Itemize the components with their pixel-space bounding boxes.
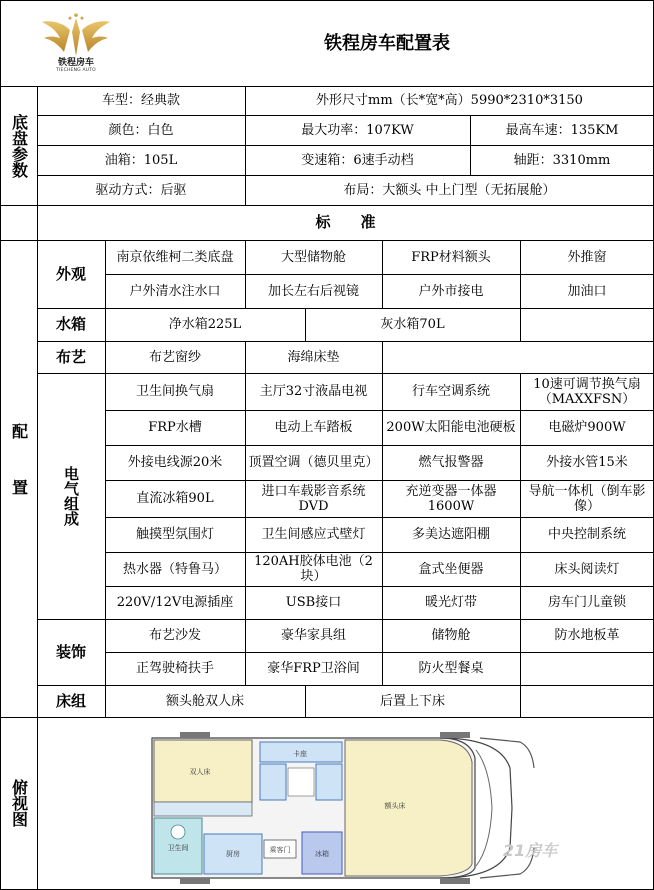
electric-item: 盒式坐便器 bbox=[418, 561, 484, 577]
exterior-item: 外推窗 bbox=[567, 249, 607, 265]
chassis-drive: 驱动方式：后驱 bbox=[95, 182, 187, 198]
exterior-item: 户外清水注水口 bbox=[129, 283, 221, 299]
decor-item: 防水地板革 bbox=[554, 628, 620, 643]
chassis-wheelbase: 轴距：3310mm bbox=[513, 152, 611, 168]
electric-item: 充逆变器一体器1600W bbox=[405, 483, 497, 514]
chassis-layout: 布局：大额头 中上门型（无拓展舱） bbox=[343, 182, 556, 198]
logo-brand-cn: 铁程房车 bbox=[57, 58, 94, 68]
decor-item: 正驾驶椅扶手 bbox=[135, 661, 214, 676]
exterior-item: 南京依维柯二类底盘 bbox=[116, 249, 234, 265]
electric-item: 120AH胶体电池（2块） bbox=[254, 554, 373, 584]
electric-item: 主厅32寸液晶电视 bbox=[259, 384, 368, 399]
bathroom-label: 卫生间 bbox=[167, 844, 189, 852]
overhead-bed-label: 额头床 bbox=[384, 802, 406, 810]
electric-item: 中央控制系统 bbox=[547, 527, 626, 542]
chassis-color: 颜色：白色 bbox=[108, 122, 174, 138]
decor-item: 豪华FRP卫浴间 bbox=[267, 661, 360, 676]
chassis-model: 车型：经典款 bbox=[101, 93, 180, 108]
electric-item: 200W太阳能电池硬板 bbox=[386, 420, 516, 435]
bed-item: 后置上下床 bbox=[379, 693, 445, 709]
electric-item: USB接口 bbox=[285, 595, 342, 610]
kitchen-label: 厨房 bbox=[226, 850, 240, 858]
watermark-21rv: 21房车 bbox=[503, 841, 558, 860]
beds-label: 床组 bbox=[55, 691, 86, 710]
decor-item: 豪华家具组 bbox=[280, 628, 346, 643]
door-label: 乘客门 bbox=[269, 846, 291, 854]
tiecheng-logo-icon bbox=[40, 12, 112, 60]
electric-item: 电动上车踏板 bbox=[274, 420, 353, 435]
bed-item: 额头舱双人床 bbox=[165, 693, 244, 709]
fabric-item: 海绵床垫 bbox=[287, 349, 340, 365]
fabric-item: 布艺窗纱 bbox=[148, 349, 201, 365]
electric-item: 行车空调系统 bbox=[411, 384, 490, 399]
electric-item: 进口车载影音系统DVD bbox=[261, 483, 366, 514]
electric-item: 卫生间感应式壁灯 bbox=[261, 527, 366, 542]
electric-item: 燃气报警器 bbox=[418, 455, 484, 470]
top-view-label: 俯视图 bbox=[9, 779, 29, 827]
electric-item: 10速可调节换气扇（MAXXFSN） bbox=[533, 376, 641, 407]
electric-item: FRP水槽 bbox=[148, 420, 202, 435]
electric-item: 床头阅读灯 bbox=[554, 561, 620, 577]
exterior-item: 户外市接电 bbox=[418, 283, 484, 299]
page-title: 铁程房车配置表 bbox=[324, 32, 450, 54]
exterior-item: 加长左右后视镜 bbox=[267, 283, 359, 299]
logo-text bbox=[46, 58, 106, 74]
electric-item: 触摸型氛围灯 bbox=[135, 527, 214, 542]
tank-item: 灰水箱70L bbox=[380, 317, 445, 332]
exterior-item: 加油口 bbox=[567, 283, 607, 299]
electric-item: 顶置空调（德贝里克） bbox=[248, 455, 379, 470]
electric-item: 卫生间换气扇 bbox=[135, 384, 214, 399]
floor-plan bbox=[140, 728, 540, 888]
electric-item: 直流冰箱90L bbox=[136, 491, 214, 506]
decor-item: 储物舱 bbox=[431, 628, 471, 643]
electric-label: 电气组成 bbox=[62, 466, 80, 526]
chassis-dimensions: 外形尺寸mm（长*宽*高）5990*2310*3150 bbox=[316, 93, 583, 108]
standard-header: 标 准 bbox=[315, 213, 376, 231]
config-label: 配置 bbox=[9, 422, 29, 535]
exterior-item: FRP材料额头 bbox=[411, 249, 491, 265]
electric-item: 多美达遮阳棚 bbox=[411, 527, 490, 542]
electric-item: 暖光灯带 bbox=[424, 595, 477, 610]
electric-item: 热水器（特鲁马） bbox=[122, 561, 227, 577]
electric-item: 外接水管15米 bbox=[546, 455, 628, 470]
electric-item: 电磁炉900W bbox=[548, 420, 626, 435]
electric-item: 房车门儿童锁 bbox=[547, 595, 626, 610]
double-bed-label: 双人床 bbox=[189, 768, 211, 776]
decor-item: 防火型餐桌 bbox=[418, 661, 484, 676]
electric-item: 导航一体机（倒车影像） bbox=[528, 483, 646, 514]
tanks-label: 水箱 bbox=[55, 315, 86, 333]
chassis-speed: 最高车速：135KM bbox=[505, 122, 619, 138]
electric-item: 220V/12V电源插座 bbox=[116, 595, 234, 610]
chassis-label: 底盘参数 bbox=[9, 113, 29, 178]
cabinet-label: 卡座 bbox=[293, 750, 307, 758]
tank-item: 净水箱225L bbox=[168, 317, 242, 332]
electric-item: 外接电线源20米 bbox=[127, 455, 223, 470]
chassis-power: 最大功率：107KW bbox=[301, 122, 414, 138]
decor-item: 布艺沙发 bbox=[148, 628, 201, 643]
exterior-label: 外观 bbox=[55, 264, 86, 283]
fridge-label: 冰箱 bbox=[315, 850, 329, 858]
chassis-gearbox: 变速箱：6速手动档 bbox=[301, 152, 414, 168]
overhead-bed bbox=[345, 740, 472, 876]
chassis-fuel: 油箱：105L bbox=[104, 152, 178, 168]
decor-label: 装饰 bbox=[55, 642, 86, 661]
exterior-item: 大型储物舱 bbox=[280, 249, 346, 265]
fabric-label: 布艺 bbox=[55, 347, 86, 366]
logo-brand-en: TIECHENG AUTO bbox=[56, 68, 96, 73]
